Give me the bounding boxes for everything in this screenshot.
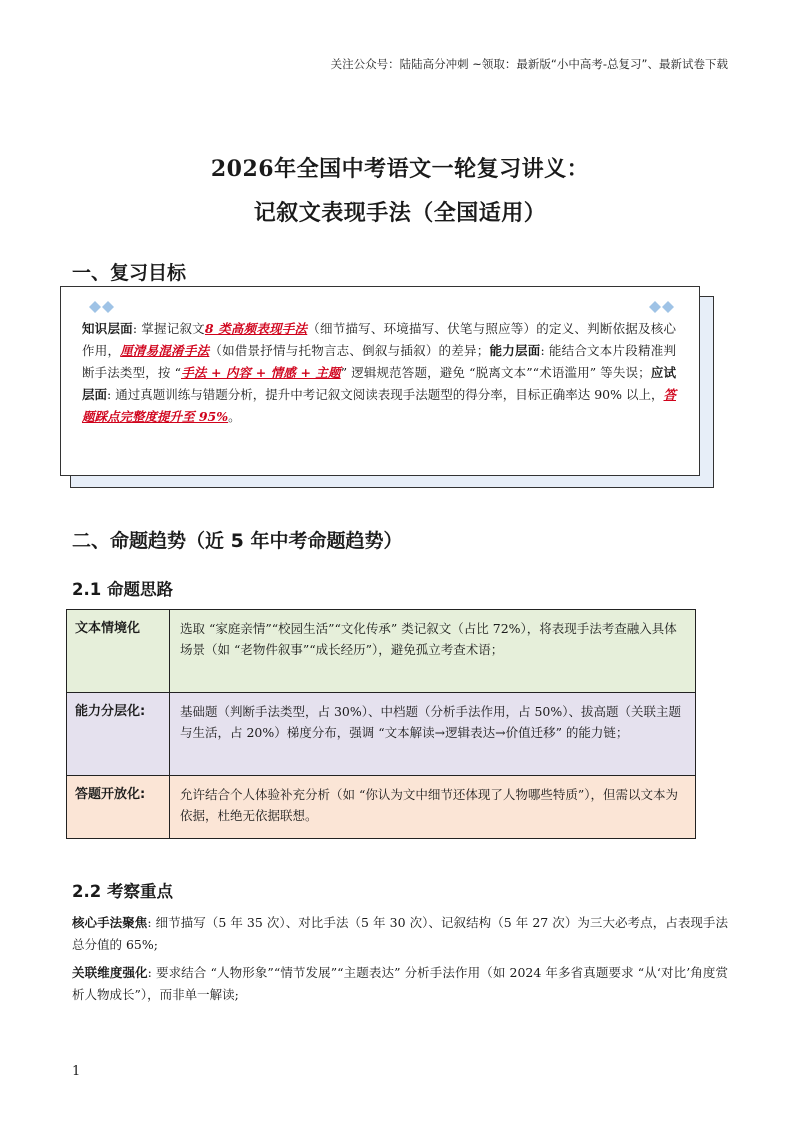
table-key: 文本情境化	[67, 610, 170, 693]
label-knowledge: 知识层面	[82, 321, 133, 336]
label-exam: 应试层面	[82, 365, 676, 402]
doc-title-line2: 记叙文表现手法（全国适用）	[253, 200, 547, 226]
table-key: 能力分层化:	[67, 693, 170, 776]
highlight-answer-formula: 手法 + 内容 + 情感 + 主题	[181, 365, 341, 380]
trend-table	[66, 609, 696, 839]
goal-text-part: : 能结合文本片段精准判断手法类型，按 “	[82, 343, 676, 380]
label-ability: 能力层面	[489, 343, 541, 358]
highlight-8-methods: 8 类高频表现手法	[204, 321, 308, 336]
goal-text-part: : 掌握记叙文	[132, 321, 205, 336]
focus-paragraph-dimension	[72, 962, 728, 1006]
highlight-target-95: 答题踩点完整度提升至 95%	[82, 387, 676, 424]
doc-title-line1: 2026年全国中考语文一轮复习讲义：	[210, 156, 590, 182]
section1-heading: 一、复习目标	[72, 262, 187, 284]
diamond-ornament-icon	[648, 300, 682, 314]
goal-text-part: 。	[228, 409, 241, 424]
subsection-2-1-heading: 2.1 命题思路	[72, 580, 173, 599]
focus-paragraph-core	[72, 912, 728, 956]
table-value: 选取 “家庭亲情”“校园生活”“文化传承” 类记叙文（占比 72%），将表现手法考查融入具体场景（如 “老物件叙事”“成长经历”），避免孤立考查术语；	[170, 610, 696, 693]
goal-text-part: （细节描写、环境描写、伏笔与照应等）的定义、判断依据及核心作用，	[82, 321, 676, 358]
table-row	[67, 776, 696, 839]
core-focus-text: : 细节描写（5 年 35 次）、对比手法（5 年 30 次）、记叙结构（5 年 27 次）为三大必考点，占表现手法总分值的 65%;	[72, 915, 728, 952]
goal-text-part: : 通过真题训练与错题分析，提升中考记叙文阅读表现手法题型的得分率，目标正确率达 90% 以上，	[107, 387, 664, 402]
subsection-2-2-heading: 2.2 考察重点	[72, 882, 173, 901]
page-number: 1	[72, 1064, 81, 1079]
section2-heading: 二、命题趋势（近 5 年中考命题趋势）	[72, 530, 403, 552]
table-value: 基础题（判断手法类型，占 30%）、中档题（分析手法作用，占 50%）、拔高题（关联主题与生活，占 20%）梯度分布，强调 “文本解读→逻辑表达→价值迁移” 的能力链；	[170, 693, 696, 776]
table-key: 答题开放化:	[67, 776, 170, 839]
goal-text-part: （如借景抒情与托物言志、倒叙与插叙）的差异；	[209, 343, 490, 358]
table-value: 允许结合个人体验补充分析（如 “你认为文中细节还体现了人物哪些特质”），但需以文本为依据，杜绝无依据联想。	[170, 776, 696, 839]
page-header: 关注公众号：陆陆高分冲刺 ~领取：最新版“小中高考-总复习”、最新试卷下载	[330, 57, 728, 71]
goal-text-part: ” 逻辑规范答题，避免 “脱离文本”“术语滥用” 等失误；	[340, 365, 651, 380]
goal-text	[82, 318, 676, 428]
label-dimension: 关联维度强化	[72, 965, 148, 980]
highlight-confusable: 厘清易混淆手法	[120, 343, 210, 358]
label-core-focus: 核心手法聚焦	[72, 915, 148, 930]
dimension-text: : 要求结合 “人物形象”“情节发展”“主题表达” 分析手法作用（如 2024 年多省真题要求 “从‘对比’角度赏析人物成长”），而非单一解读;	[72, 965, 728, 1002]
diamond-ornament-icon	[88, 300, 122, 314]
table-row	[67, 610, 696, 693]
table-row	[67, 693, 696, 776]
